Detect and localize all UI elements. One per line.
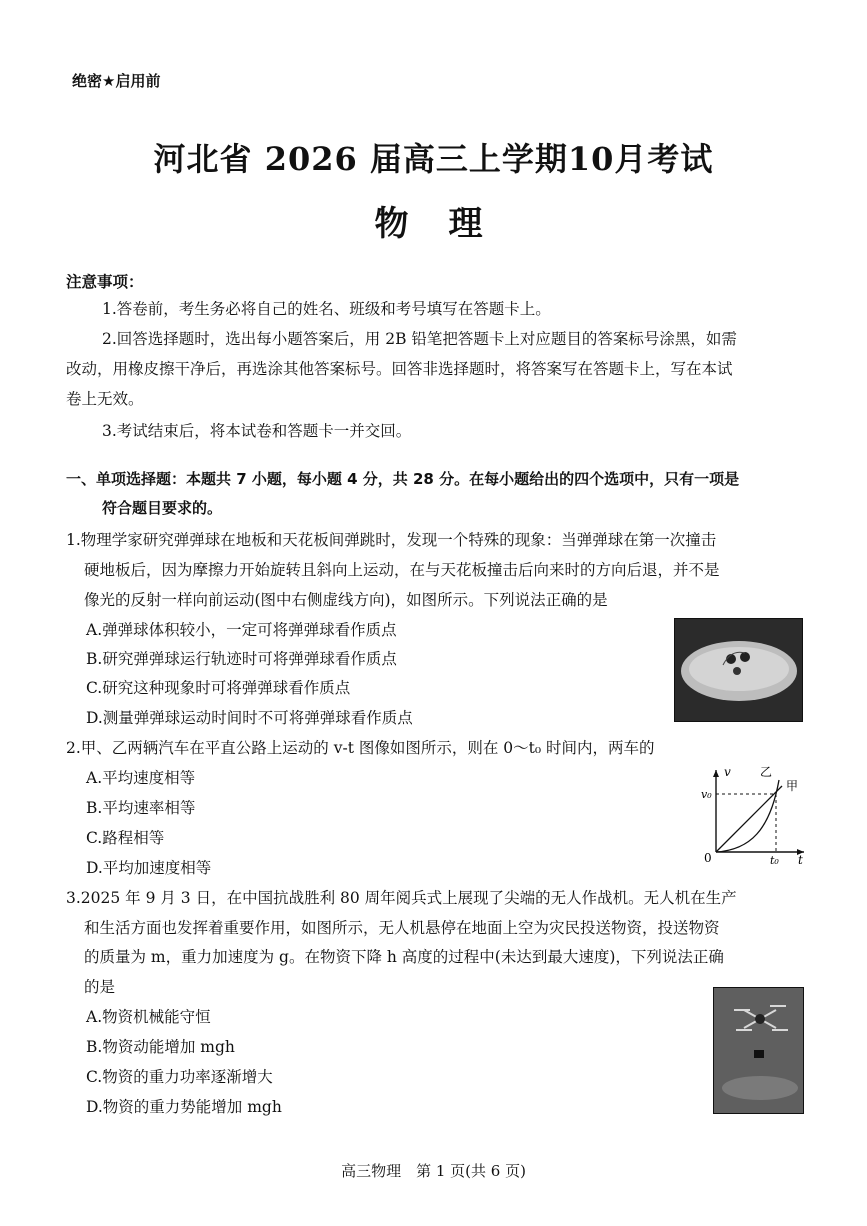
notice-item: 改动，用橡皮擦干净后，再选涂其他答案标号。回答非选择题时，将答案写在答题卡上，写在本试: [66, 360, 733, 378]
v-axis-label: v: [724, 765, 731, 779]
notice-item: 3.考试结束后，将本试卷和答题卡一并交回。: [102, 422, 412, 440]
section-heading: 一、单项选择题：本题共 7 小题，每小题 4 分，共 28 分。在每小题给出的四个选项中，只有一项是: [66, 470, 740, 488]
q3-stem: 3.2025 年 9 月 3 日，在中国抗战胜利 80 周年阅兵式上展现了尖端的无人作战机。无人机在生产: [66, 889, 737, 907]
q1-stem: 像光的反射一样向前运动(图中右侧虚线方向)，如图所示。下列说法正确的是: [84, 591, 608, 609]
q3-option-d: D.物资的重力势能增加 mgh: [86, 1098, 282, 1116]
q2-option-c: C.路程相等: [86, 829, 165, 847]
section-heading-cont: 符合题目要求的。: [102, 499, 223, 517]
q3-stem: 的质量为 m，重力加速度为 g。在物资下降 h 高度的过程中(未达到最大速度)，下列说法正确: [84, 948, 724, 966]
q1-option-a: A.弹弹球体积较小，一定可将弹弹球看作质点: [86, 621, 397, 639]
curve-yi: [716, 780, 779, 852]
q1-option-d: D.测量弹弹球运动时间时不可将弹弹球看作质点: [86, 709, 413, 727]
notice-heading: 注意事项：: [66, 273, 144, 291]
yi-label: 乙: [760, 765, 773, 779]
q1-stem: 1.物理学家研究弹弹球在地板和天花板间弹跳时，发现一个特殊的现象：当弹弹球在第一次撞击: [66, 531, 717, 549]
q2-stem: 2.甲、乙两辆汽车在平直公路上运动的 v-t 图像如图所示，则在 0～t₀ 时间内，两车的: [66, 739, 655, 757]
q2-option-b: B.平均速率相等: [86, 799, 196, 817]
drone-photo: [713, 987, 804, 1114]
q3-option-b: B.物资动能增加 mgh: [86, 1038, 235, 1056]
bouncing-ball-photo: [674, 618, 803, 722]
origin-label: 0: [704, 851, 712, 865]
q3-option-c: C.物资的重力功率逐渐增大: [86, 1068, 273, 1086]
page-footer: 高三物理 第 1 页(共 6 页): [341, 1162, 526, 1180]
q2-option-d: D.平均加速度相等: [86, 859, 212, 877]
subject-title: 物理: [374, 204, 523, 244]
q2-option-a: A.平均速度相等: [86, 769, 196, 787]
notice-item: 卷上无效。: [66, 390, 144, 408]
t-axis-label: t: [798, 853, 803, 867]
q3-stem: 的是: [84, 978, 116, 996]
notice-item: 1.答卷前，考生务必将自己的姓名、班级和考号填写在答题卡上。: [102, 300, 551, 318]
confidential-label: 绝密★启用前: [72, 72, 161, 90]
notice-item: 2.回答选择题时，选出每小题答案后，用 2B 铅笔把答题卡上对应题目的答案标号涂黑，如需: [102, 330, 737, 348]
q3-stem: 和生活方面也发挥着重要作用，如图所示，无人机悬停在地面上空为灾民投送物资，投送物资: [84, 919, 720, 937]
v0-label: v₀: [701, 788, 712, 801]
t0-label: t₀: [770, 854, 779, 867]
vt-graph: [700, 764, 810, 868]
q3-option-a: A.物资机械能守恒: [86, 1008, 211, 1026]
line-jia: [716, 786, 782, 852]
q1-option-b: B.研究弹弹球运行轨迹时可将弹弹球看作质点: [86, 650, 397, 668]
jia-label: 甲: [786, 779, 799, 793]
q1-stem: 硬地板后，因为摩擦力开始旋转且斜向上运动，在与天花板撞击后向来时的方向后退，并不是: [84, 561, 720, 579]
q1-option-c: C.研究这种现象时可将弹弹球看作质点: [86, 679, 351, 697]
exam-title: 河北省 2026 届高三上学期10月考试: [153, 140, 714, 178]
